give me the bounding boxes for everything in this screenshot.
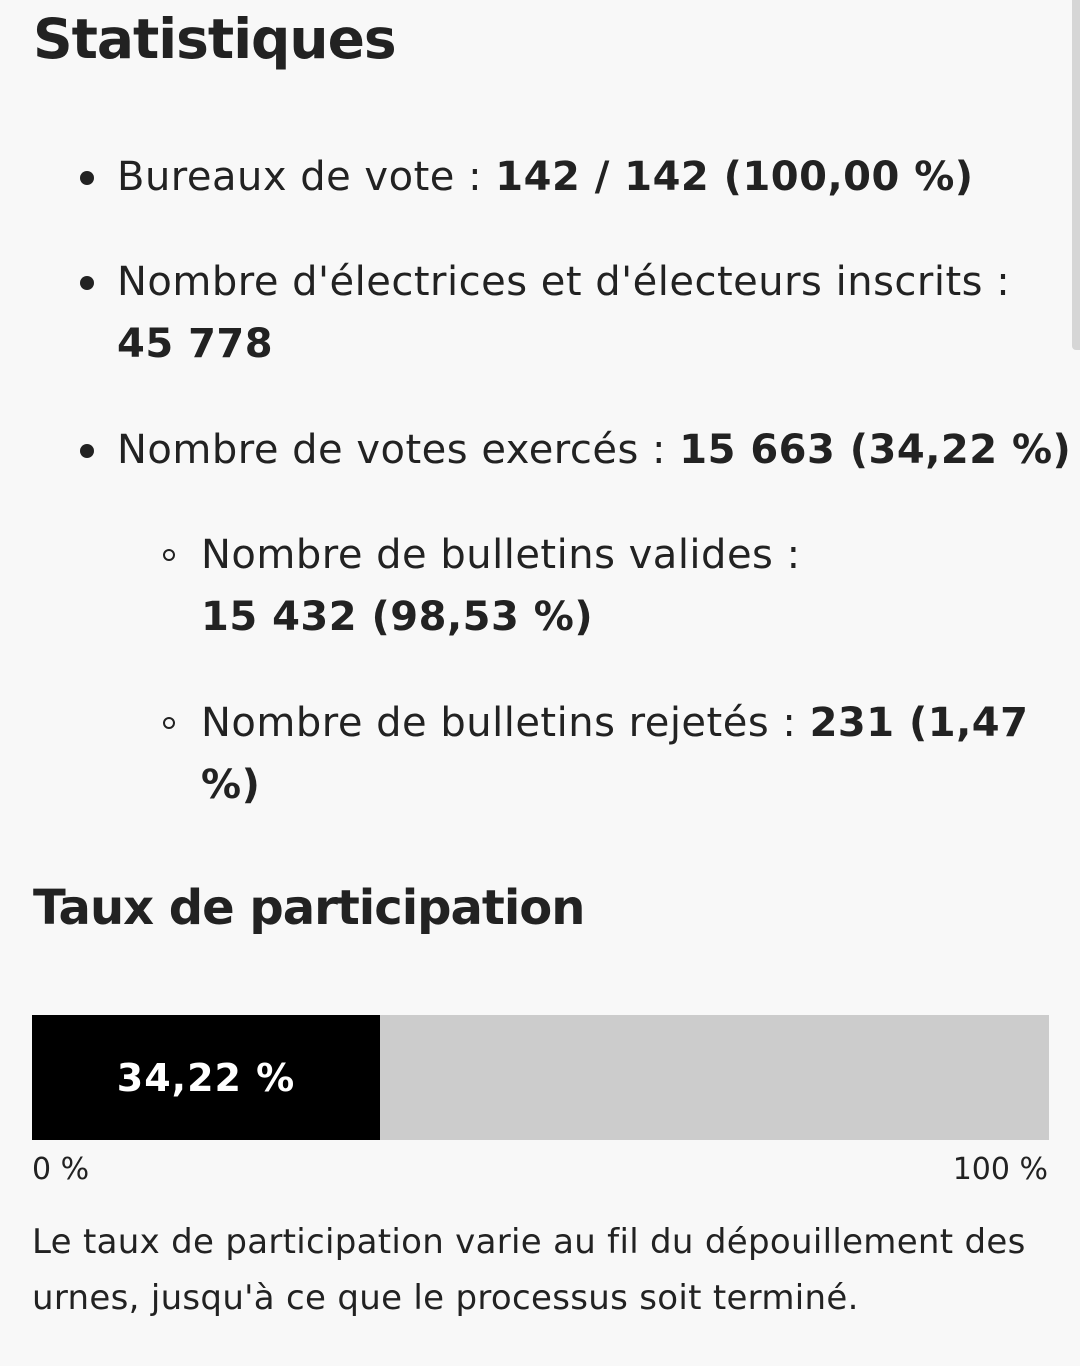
polling-stations-value: 142 / 142 (100,00 %) — [495, 154, 974, 200]
scrollbar[interactable] — [1072, 0, 1080, 350]
turnout-percent-label: 34,22 % — [116, 1055, 296, 1100]
bullet-dot-icon — [80, 276, 94, 290]
votes-cast-value: 15 663 (34,22 %) — [679, 427, 1072, 473]
bullet-dot-icon — [80, 171, 94, 185]
turnout-progress-bar — [32, 1015, 1049, 1140]
bullet-circle-icon — [163, 717, 175, 729]
polling-stations-label: Bureaux de vote : — [117, 154, 483, 200]
scale-min-label: 0 % — [32, 1152, 90, 1187]
statistics-title: Statistiques — [33, 7, 396, 71]
rejected-ballots-label: Nombre de bulletins rejetés : — [201, 700, 797, 746]
turnout-note: Le taux de participation varie au fil du dépouillement des urnes, jusqu'à ce que le processus soit terminé. — [32, 1222, 1026, 1318]
registered-voters-value: 45 778 — [117, 321, 274, 367]
bullet-circle-icon — [163, 549, 175, 561]
registered-voters-label: Nombre d'électrices et d'électeurs inscrits : — [117, 259, 1011, 305]
bullet-dot-icon — [80, 444, 94, 458]
scale-max-label: 100 % — [952, 1152, 1048, 1187]
votes-cast-label: Nombre de votes exercés : — [117, 427, 667, 473]
valid-ballots-value: 15 432 (98,53 %) — [201, 594, 594, 640]
rejected-ballots-value: 231 (1,47 %) — [201, 700, 1029, 808]
turnout-progress-fill — [32, 1015, 380, 1140]
turnout-title: Taux de participation — [33, 880, 585, 936]
valid-ballots-label: Nombre de bulletins valides : — [201, 532, 801, 578]
